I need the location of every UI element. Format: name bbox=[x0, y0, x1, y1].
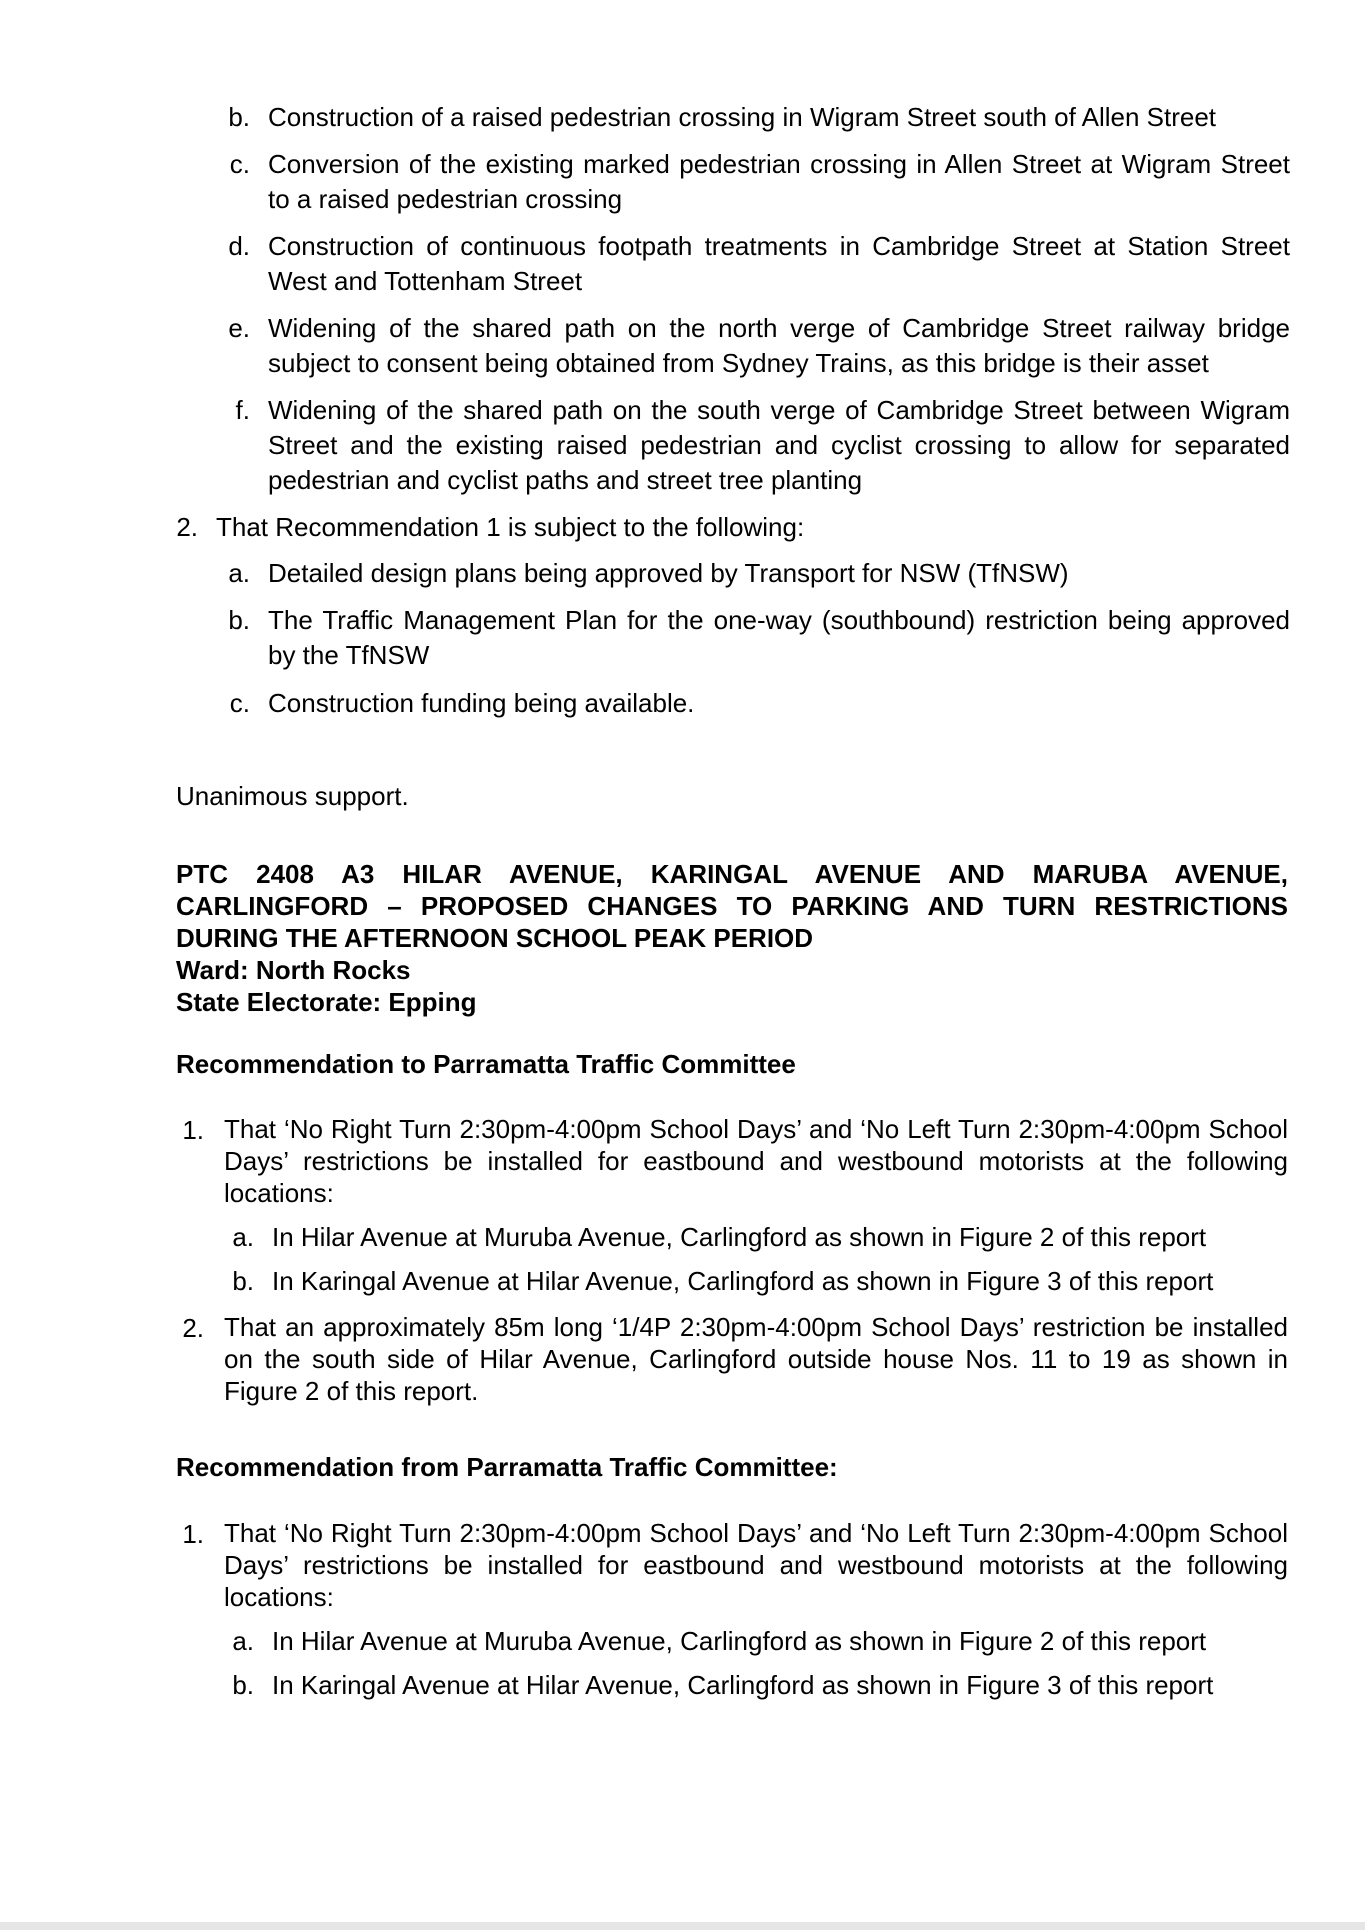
list-marker: b. bbox=[228, 102, 250, 132]
list-marker: 2. bbox=[176, 512, 198, 542]
list-item-1d bbox=[220, 229, 1290, 299]
electorate-label: State Electorate: Epping bbox=[176, 987, 477, 1017]
list-text: Conversion of the existing marked pedestrian crossing in Allen Street at Wigram Street to a raised pedestrian crossing bbox=[268, 149, 1290, 214]
list-marker: a. bbox=[232, 1626, 254, 1656]
list-text: Detailed design plans being approved by Transport for NSW (TfNSW) bbox=[268, 558, 1069, 588]
list-text: Widening of the shared path on the north verge of Cambridge Street railway bridge subject to consent being obtained from Sydney Trains, as this bridge is their asset bbox=[268, 313, 1290, 378]
list-text: That Recommendation 1 is subject to the following: bbox=[216, 512, 805, 542]
rec-from-heading: Recommendation from Parramatta Traffic Committee: bbox=[176, 1452, 838, 1482]
list-marker: a. bbox=[228, 558, 250, 588]
list-marker: 1. bbox=[182, 1115, 204, 1145]
list-text: The Traffic Management Plan for the one-way (southbound) restriction being approved by the TfNSW bbox=[268, 605, 1290, 670]
list-marker: c. bbox=[229, 688, 250, 718]
rec-to-item-1 bbox=[176, 1113, 1288, 1209]
list-text: In Hilar Avenue at Muruba Avenue, Carlingford as shown in Figure 2 of this report bbox=[272, 1222, 1207, 1252]
list-text: That ‘No Right Turn 2:30pm-4:00pm School Days’ and ‘No Left Turn 2:30pm-4:00pm School Days’ restrictions be installed for eastbound and westbound motorists at the following locations: bbox=[224, 1114, 1288, 1208]
list-text: In Karingal Avenue at Hilar Avenue, Carlingford as shown in Figure 3 of this report bbox=[272, 1670, 1214, 1700]
rec-to-item-1a bbox=[224, 1220, 1288, 1255]
list-marker: 2. bbox=[182, 1313, 204, 1343]
list-text: That ‘No Right Turn 2:30pm-4:00pm School Days’ and ‘No Left Turn 2:30pm-4:00pm School Days’ restrictions be installed for eastbound and westbound motorists at the following locations: bbox=[224, 1518, 1288, 1612]
list-item-1c bbox=[220, 147, 1290, 217]
item-title-line-2: CARLINGFORD – PROPOSED CHANGES TO PARKING AND TURN RESTRICTIONS bbox=[176, 891, 1288, 921]
item-title-line-1: PTC 2408 A3 HILAR AVENUE, KARINGAL AVENUE AND MARUBA AVENUE, bbox=[176, 859, 1288, 889]
list-text: Construction funding being available. bbox=[268, 688, 695, 718]
list-item-1b bbox=[220, 100, 1290, 135]
list-text: In Karingal Avenue at Hilar Avenue, Carlingford as shown in Figure 3 of this report bbox=[272, 1266, 1214, 1296]
rec-from-item-1b bbox=[224, 1668, 1288, 1703]
list-item-2c bbox=[220, 686, 1290, 721]
list-marker: b. bbox=[232, 1266, 254, 1296]
list-text: That an approximately 85m long ‘1/4P 2:30pm-4:00pm School Days’ restriction be installed on the south side of Hilar Avenue, Carlingford outside house Nos. 11 to 19 as shown in Figure 2 of this report. bbox=[224, 1312, 1288, 1406]
item-title-line-3: DURING THE AFTERNOON SCHOOL PEAK PERIOD bbox=[176, 923, 814, 953]
list-item-1f bbox=[220, 393, 1290, 498]
rec-from-item-1a bbox=[224, 1624, 1288, 1659]
list-text: Widening of the shared path on the south verge of Cambridge Street between Wigram Street and the existing raised pedestrian and cyclist crossing to allow for separated pedestrian and cyclist paths and street tree planting bbox=[268, 395, 1290, 495]
list-marker: 1. bbox=[182, 1519, 204, 1549]
list-marker: c. bbox=[229, 149, 250, 179]
list-item-1e bbox=[220, 311, 1290, 381]
list-item-2b bbox=[220, 603, 1290, 673]
rec-to-item-2 bbox=[176, 1311, 1288, 1407]
page-bottom-edge bbox=[0, 1922, 1365, 1930]
list-text: Construction of continuous footpath treatments in Cambridge Street at Station Street West and Tottenham Street bbox=[268, 231, 1290, 296]
list-marker: d. bbox=[228, 231, 250, 261]
list-marker: f. bbox=[235, 395, 250, 425]
rec-to-heading: Recommendation to Parramatta Traffic Committee bbox=[176, 1049, 796, 1079]
list-item-2a bbox=[220, 556, 1290, 591]
rec-to-item-1b bbox=[224, 1264, 1288, 1299]
list-text: In Hilar Avenue at Muruba Avenue, Carlingford as shown in Figure 2 of this report bbox=[272, 1626, 1207, 1656]
list-marker: e. bbox=[228, 313, 250, 343]
list-marker: b. bbox=[228, 605, 250, 635]
list-marker: b. bbox=[232, 1670, 254, 1700]
list-marker: a. bbox=[232, 1222, 254, 1252]
item-title bbox=[176, 858, 1288, 1018]
outcome-text: Unanimous support. bbox=[176, 781, 409, 811]
rec-from-item-1 bbox=[176, 1517, 1288, 1613]
list-item-2 bbox=[170, 510, 1290, 545]
ward-label: Ward: North Rocks bbox=[176, 955, 411, 985]
list-text: Construction of a raised pedestrian crossing in Wigram Street south of Allen Street bbox=[268, 102, 1217, 132]
